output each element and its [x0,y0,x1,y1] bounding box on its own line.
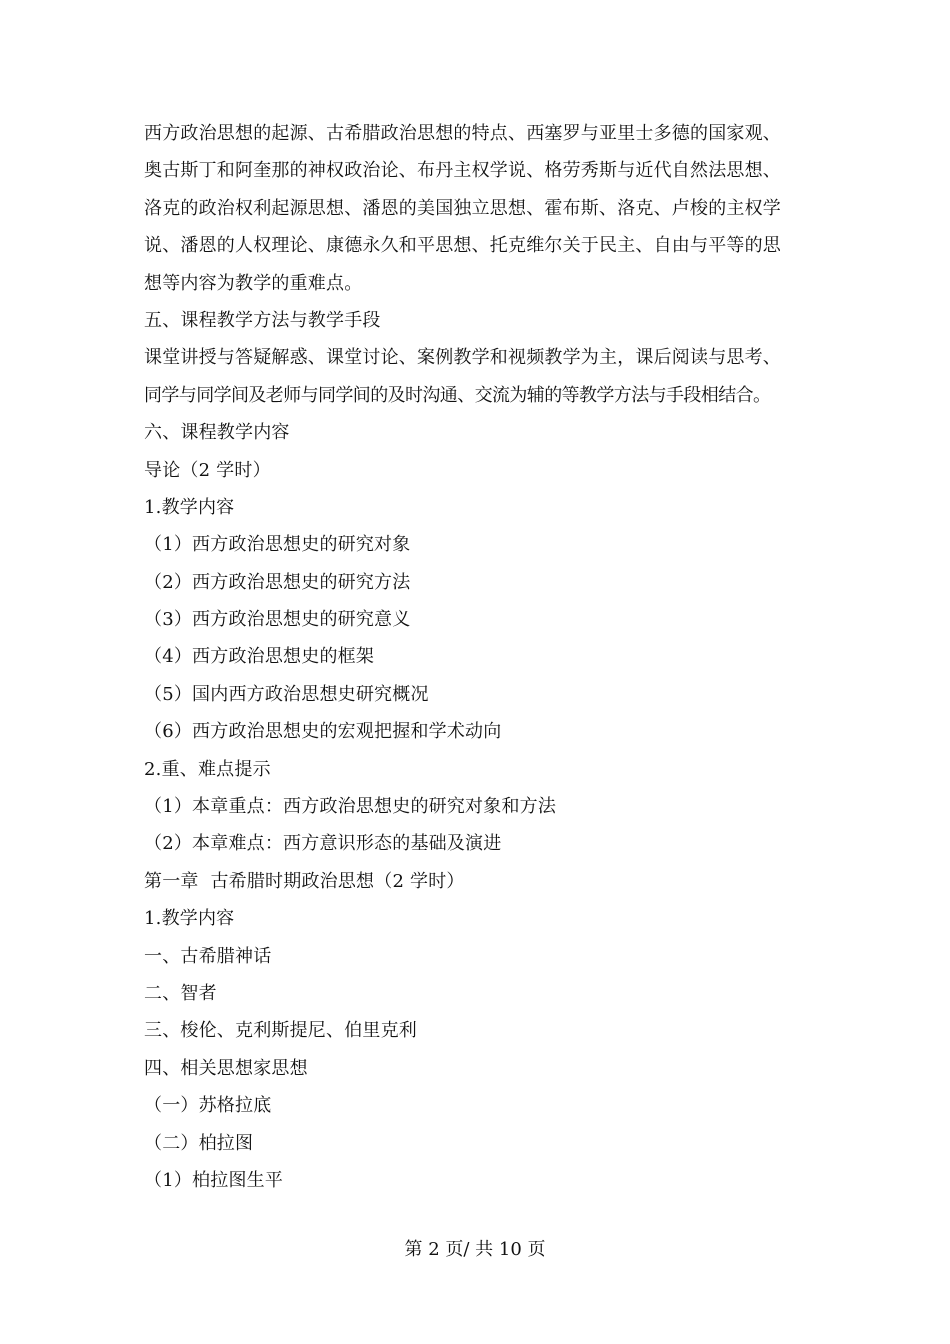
list-item: （一）苏格拉底 [144,1095,272,1117]
list-item: （二）柏拉图 [144,1132,254,1154]
paragraph-line: 说、潘恩的人权理论、康德永久和平思想、托克维尔关于民主、自由与平等的思 [144,235,781,257]
intro-title: 导论（2 学时） [144,459,271,481]
list-item: （1）本章重点：西方政治思想史的研究对象和方法 [144,796,557,818]
key-points-paragraph [144,115,824,302]
list-item: （5）国内西方政治思想史研究概况 [144,683,429,705]
subheading-teaching-content: 1.教学内容 [144,496,235,518]
paragraph-line: 洛克的政治权利起源思想、潘恩的美国独立思想、霍布斯、洛克、卢梭的主权学 [144,197,781,219]
paragraph-line: 同学与同学间及老师与同学间的及时沟通、交流为辅的等教学方法与手段相结合。 [144,384,771,406]
list-item: （4）西方政治思想史的框架 [144,646,375,668]
paragraph-line: 西方政治思想的起源、古希腊政治思想的特点、西塞罗与亚里士多德的国家观、 [144,123,781,144]
paragraph-line: 课堂讲授与答疑解惑、课堂讨论、案例教学和视频教学为主，课后阅读与思考、 [144,347,781,369]
chapter1-title: 第一章 古希腊时期政治思想（2 学时） [144,870,465,892]
chapter1-section [144,863,824,1200]
paragraph-line: 想等内容为教学的重难点。 [144,272,363,294]
list-item: （1）柏拉图生平 [144,1169,284,1191]
list-item: 二、智者 [144,982,217,1004]
list-item: 四、相关思想家思想 [144,1057,308,1079]
subheading-teaching-content: 1.教学内容 [144,908,235,930]
document-body [144,115,824,1199]
section-heading-content: 六、课程教学内容 [144,422,290,444]
list-item: （2）本章难点：西方意识形态的基础及演进 [144,833,502,855]
list-item: （2）西方政治思想史的研究方法 [144,571,411,593]
list-item: （1）西方政治思想史的研究对象 [144,534,411,556]
list-item: （3）西方政治思想史的研究意义 [144,609,411,631]
intro-section [144,452,824,863]
list-item: 三、梭伦、克利斯提尼、伯里克利 [144,1020,417,1042]
paragraph-line: 奥古斯丁和阿奎那的神权政治论、布丹主权学说、格劳秀斯与近代自然法思想、 [144,160,781,182]
list-item: 一、古希腊神话 [144,945,272,967]
section-heading-methods: 五、课程教学方法与教学手段 [144,309,381,331]
methods-paragraph [144,339,824,414]
list-item: （6）西方政治思想史的宏观把握和学术动向 [144,721,502,743]
page-footer: 第 2 页/ 共 10 页 [404,1239,546,1260]
subheading-key-points: 2.重、难点提示 [144,758,271,780]
